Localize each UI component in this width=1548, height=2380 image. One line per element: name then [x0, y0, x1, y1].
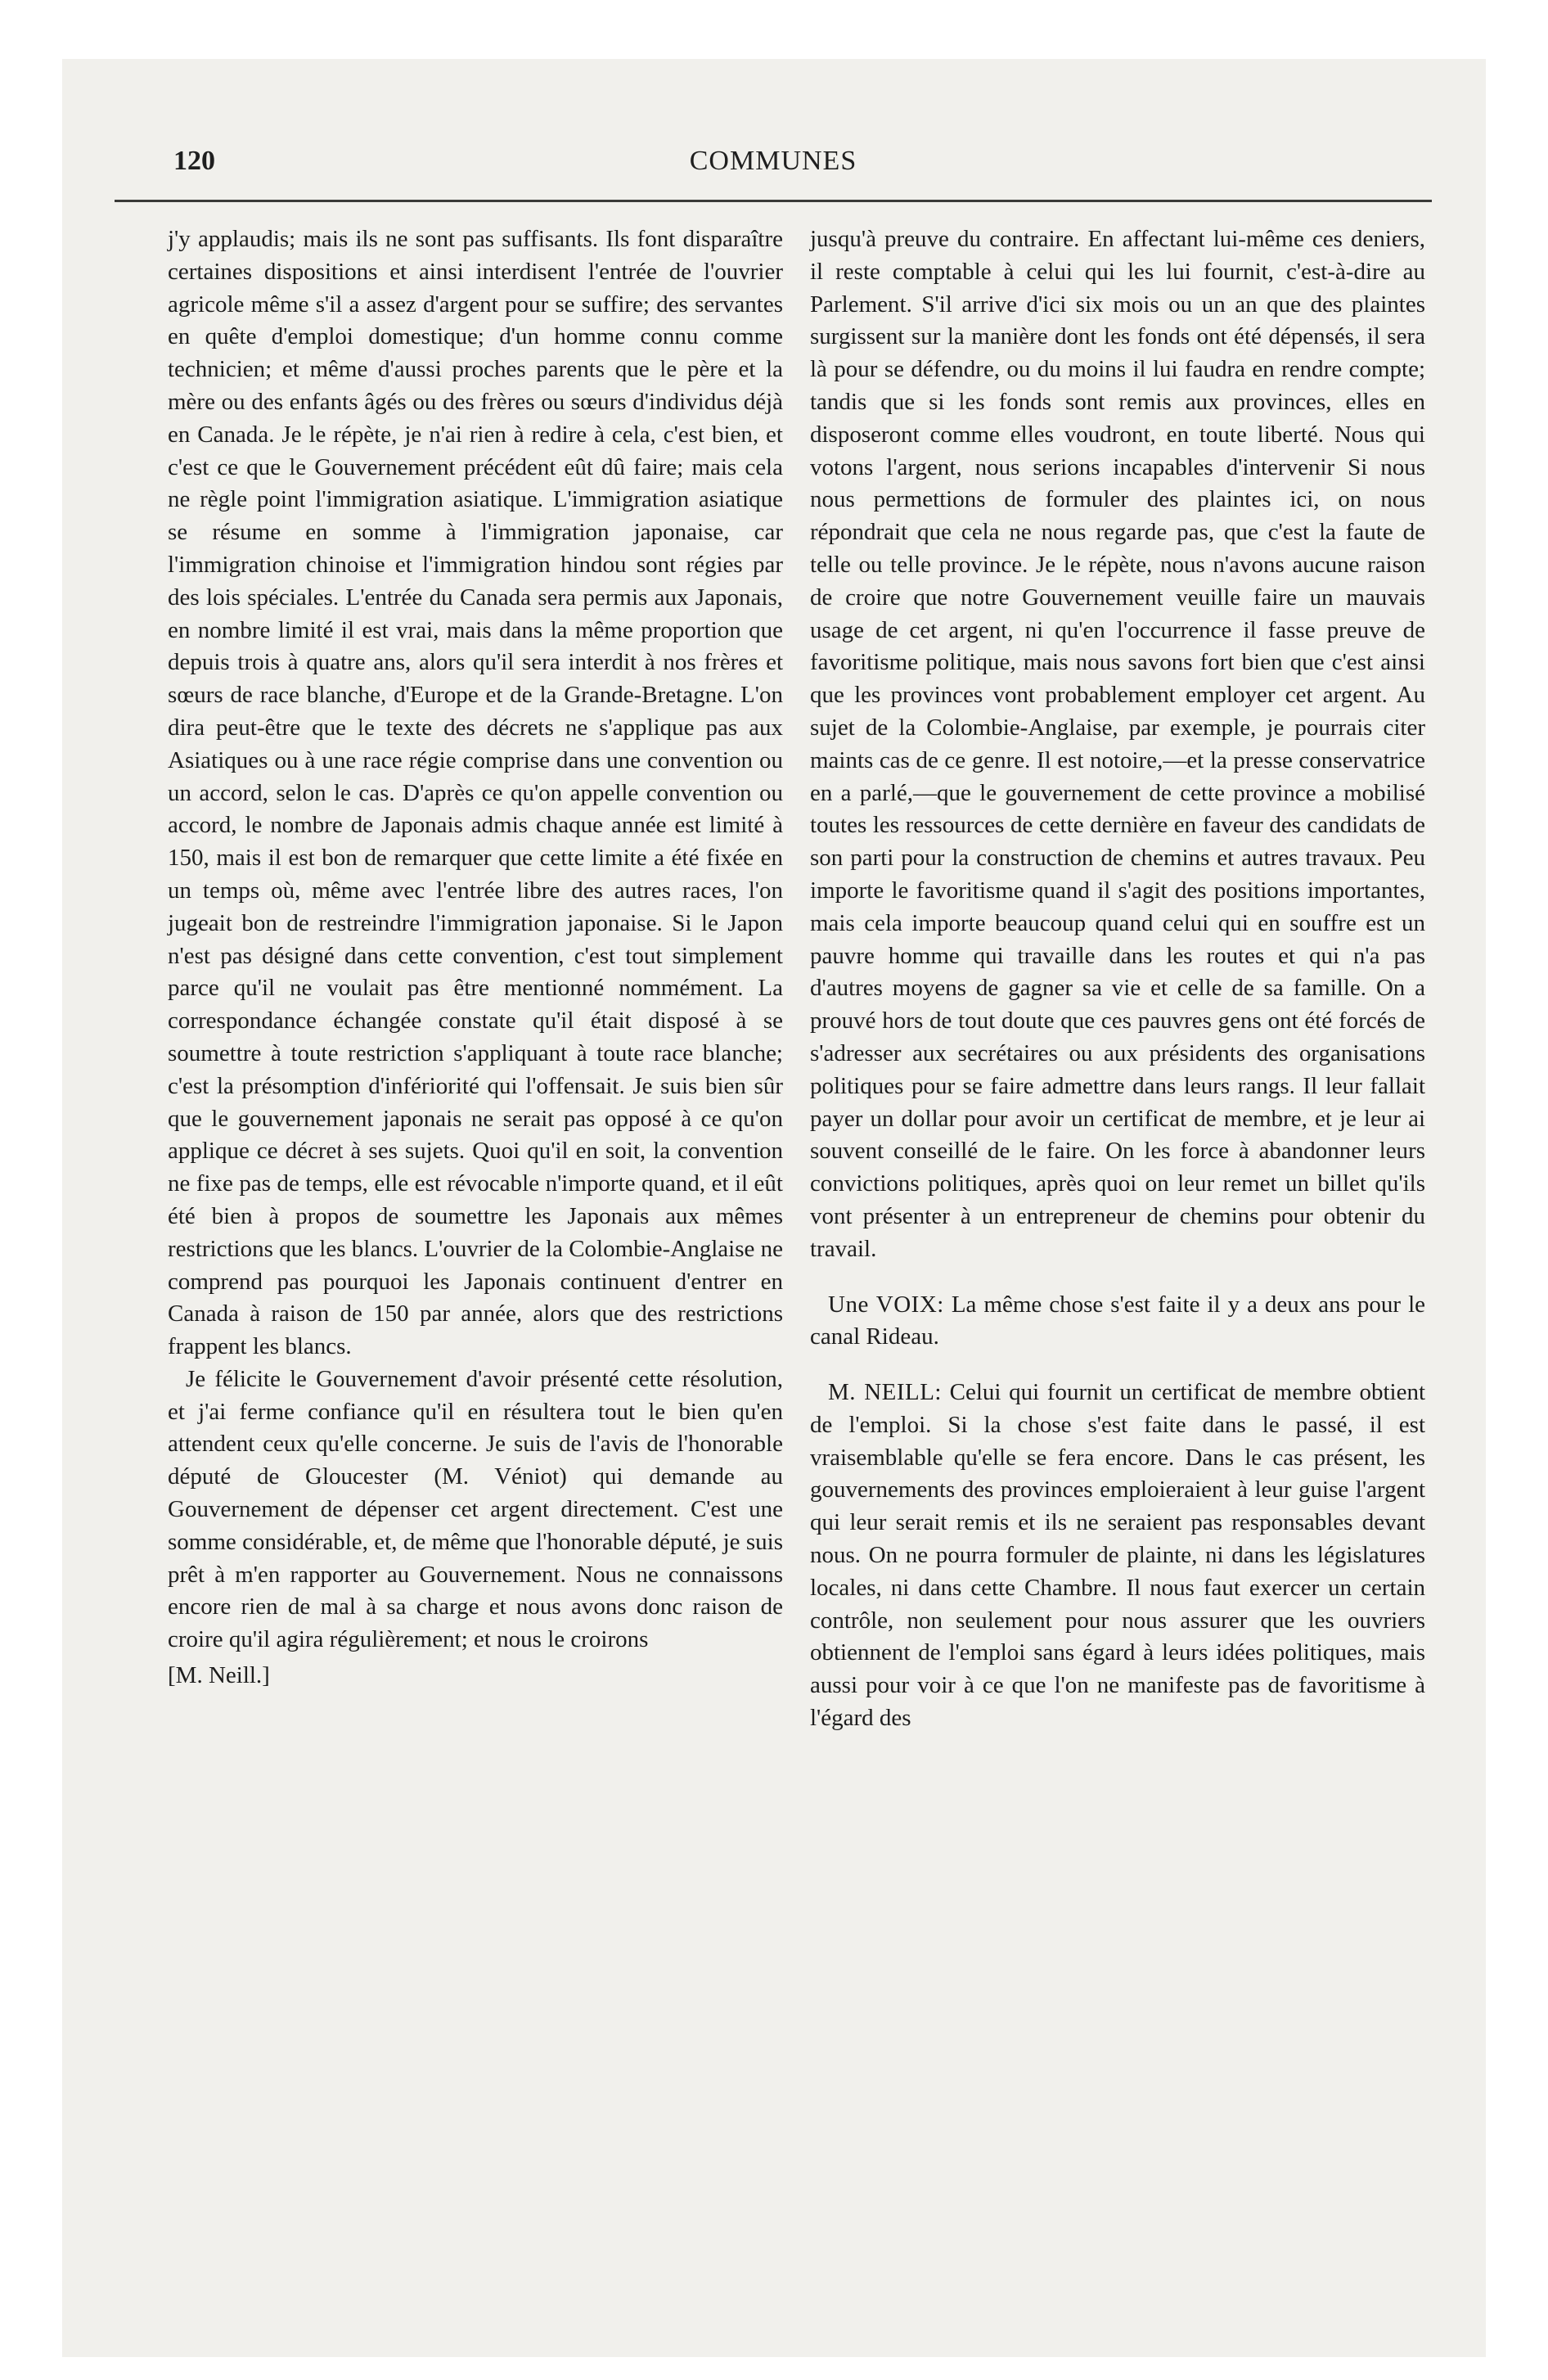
- right-paragraph-3: [810, 1377, 1425, 1735]
- right-paragraph-2: [810, 1289, 1425, 1355]
- right-paragraph-3-text: Celui qui fournit un certificat de membre obtient de l'emploi. Si la chose s'est faite dans le passé, il est vraisemblable qu'elle se fera encore. Dans le cas présent, les gouvernements des provinces emploieraient à leur guise l'argent qui leur serait remis et ils ne seraient pas responsables devant nous. On ne pourra formuler de plainte, ni dans les législatures locales, ni dans cette Chambre. Il nous faut exercer un certain contrôle, non seulement pour nous assurer que les ouvriers obtiennent de l'emploi sans égard à leurs idées politiques, mais aussi pour voir à ce que l'on ne manifeste pas de favoritisme à l'égard des: [810, 1379, 1425, 1732]
- right-paragraph-1: jusqu'à preuve du contraire. En affectant lui-même ces deniers, il reste comptable à celui qui les lui fournit, c'est-à-dire au Parlement. S'il arrive d'ici six mois ou un an que des plaintes surgissent sur la manière dont les fonds ont été dépensés, il sera là pour se défendre, ou du moins il lui faudra en rendre compte; tandis que si les fonds sont remis aux provinces, elles en disposeront comme elles voudront, en toute liberté. Nous qui votons l'argent, nous serions incapables d'intervenir Si nous nous permettions de formuler des plaintes ici, on nous répondrait que cela ne nous regarde pas, que c'est la faute de telle ou telle province. Je le répète, nous n'avons aucune raison de croire que notre Gouvernement veuille faire un mauvais usage de cet argent, ni qu'en l'occurrence il fasse preuve de favoritisme politique, mais nous savons fort bien que c'est ainsi que les provinces vont probablement employer cet argent. Au sujet de la Colombie-Anglaise, par exemple, je pourrais citer maints cas de ce genre. Il est notoire,—et la presse conservatrice en a parlé,—que le gouvernement de cette province a mobilisé toutes les ressources de cette dernière en faveur des candidats de son parti pour la construction de chemins et autres travaux. Peu importe le favoritisme quand il s'agit des positions importantes, mais cela importe beaucoup quand celui qui en souffre est un pauvre homme qui travaille dans les routes et qui n'a pas d'autres moyens de gagner sa vie et celle de sa famille. On a prouvé hors de tout doute que ces pauvres gens ont été forcés de s'adresser aux secrétaires ou aux présidents des organisations politiques pour se faire admettre dans leurs rangs. Il leur fallait payer un dollar pour avoir un certificat de membre, et je leur ai souvent conseillé de le faire. On les force à abandonner leurs convictions politiques, après quoi on leur remet un billet qu'ils vont présenter à un entrepreneur de chemins pour obtenir du travail.: [810, 226, 1425, 1262]
- running-title: COMMUNES: [689, 146, 857, 176]
- right-column: [810, 223, 1425, 1735]
- right-paragraph-2-text: La même chose s'est faite il y a deux ans pour le canal Rideau.: [810, 1291, 1426, 1350]
- speaker-une-voix: Une VOIX:: [828, 1291, 944, 1318]
- page-header: [115, 141, 1432, 202]
- speaker-note: [M. Neill.]: [168, 1662, 270, 1689]
- left-paragraph-1: j'y applaudis; mais ils ne sont pas suffisants. Ils font disparaître certaines dispositions et ainsi interdisent l'entrée de l'ouvrier agricole même s'il a assez d'argent pour se suffire; des servantes en quête d'emploi domestique; d'un homme connu comme technicien; et même d'aussi proches parents que le père et la mère ou des enfants âgés ou des frères ou sœurs d'individus déjà en Canada. Je le répète, je n'ai rien à redire à cela, c'est bien, et c'est ce que le Gouvernement précédent eût dû faire; mais cela ne règle point l'immigration asiatique. L'immigration asiatique se résume en somme à l'immigration japonaise, car l'immigration chinoise et l'immigration hindou sont régies par des lois spéciales. L'entrée du Canada sera permis aux Japonais, en nombre limité il est vrai, mais dans la même proportion que depuis trois à quatre ans, alors qu'il sera interdit à nos frères et sœurs de race blanche, d'Europe et de la Grande-Bretagne. L'on dira peut-être que le texte des décrets ne s'applique pas aux Asiatiques ou à une race régie comprise dans une convention ou un accord, selon le cas. D'après ce qu'on appelle convention ou accord, le nombre de Japonais admis chaque année est limité à 150, mais il est bon de remarquer que cette limite a été fixée en un temps où, même avec l'entrée libre des autres races, l'on jugeait bon de restreindre l'immigration japonaise. Si le Japon n'est pas désigné dans cette convention, c'est tout simplement parce qu'il ne voulait pas être mentionné nommément. La correspondance échangée constate qu'il était disposé à se soumettre à toute restriction s'appliquant à toute race blanche; c'est la présomption d'infériorité qui l'offensait. Je suis bien sûr que le gouvernement japonais ne serait pas opposé à ce qu'on applique ce décret à ses sujets. Quoi qu'il en soit, la convention ne fixe pas de temps, elle est révocable n'importe quand, et il eût été bien à propos de soumettre les Japonais aux mêmes restrictions que les blancs. L'ouvrier de la Colombie-Anglaise ne comprend pas pourquoi les Japonais continuent d'entrer en Canada à raison de 150 par année, alors que des restrictions frappent les blancs.: [168, 226, 783, 1360]
- left-column: [168, 223, 783, 1693]
- page-number: 120: [173, 146, 215, 176]
- speaker-m-neill: M. NEILL:: [828, 1379, 942, 1406]
- left-paragraph-2: Je félicite le Gouvernement d'avoir présenté cette résolution, et j'ai ferme confiance qu'il en résultera tout le bien qu'en attendent ceux qu'elle concerne. Je suis de l'avis de l'honorable député de Gloucester (M. Véniot) qui demande au Gouvernement de dépenser cet argent directement. C'est une somme considérable, et, de même que l'honorable député, je suis prêt à m'en rapporter au Gouvernement. Nous ne connaissons encore rien de mal à sa charge et nous avons donc raison de croire qu'il agira régulièrement; et nous le croirons: [168, 1365, 783, 1653]
